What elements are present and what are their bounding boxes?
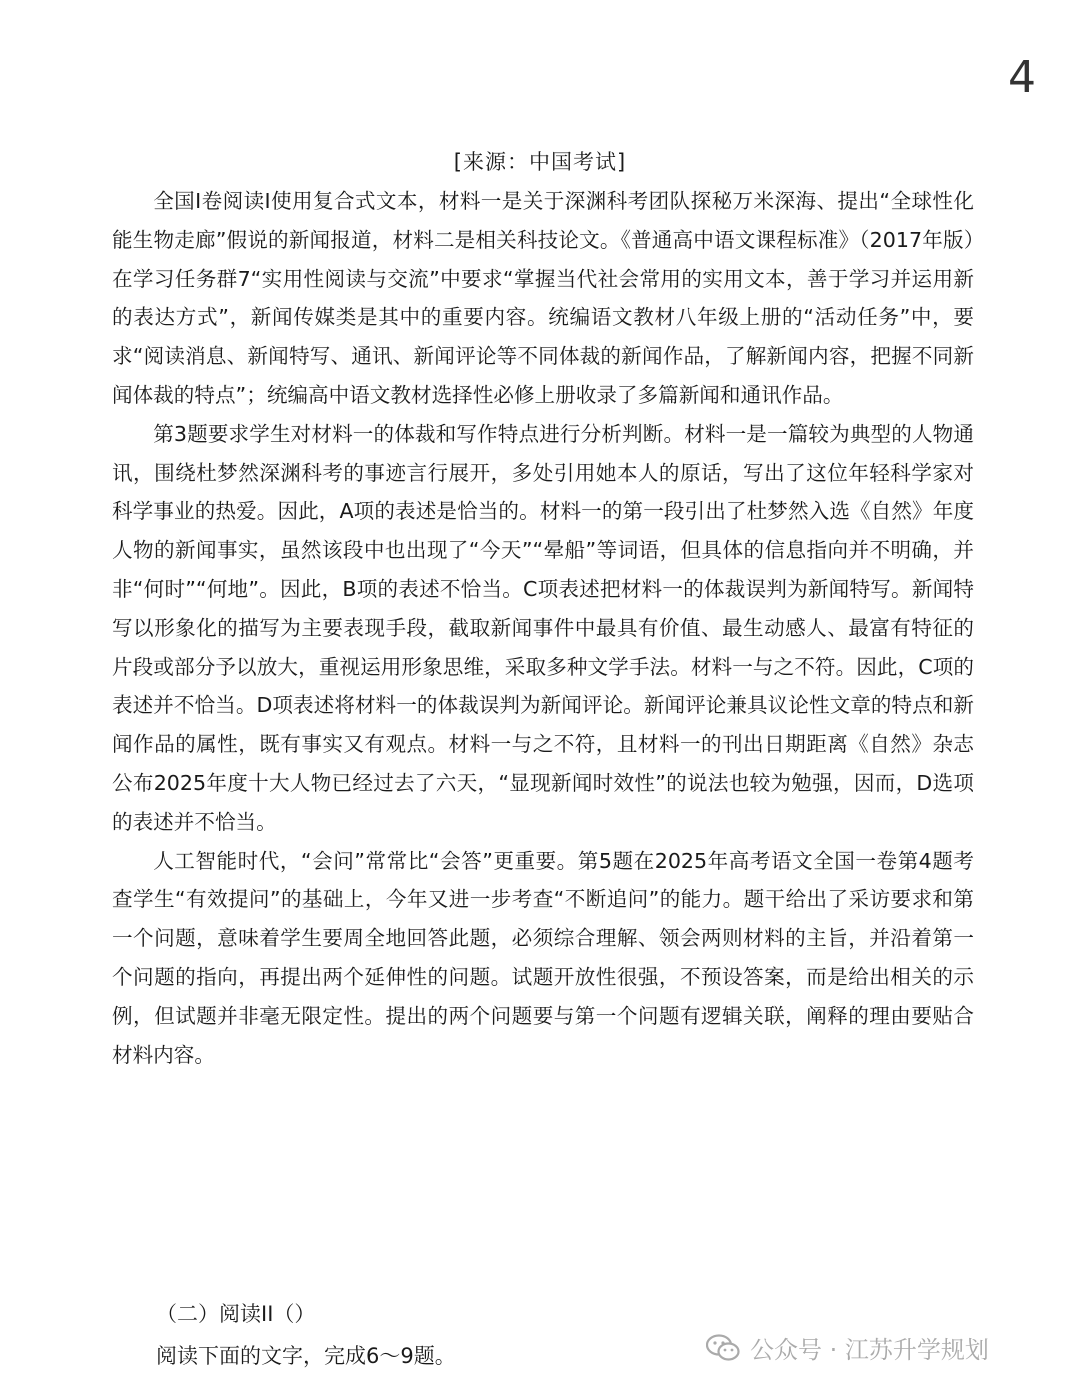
watermark <box>706 1330 989 1365</box>
wechat-icon <box>706 1334 740 1362</box>
paragraph-3: 人工智能时代，“会问”常常比“会答”更重要。第5题在2025年高考语文全国一卷第4题考查学生“有效提问”的基础上，今年又进一步考查“不断追问”的能力。题干给出了采访要求和第一个问题，意味着学生要周全地回答此题，必须综合理解、领会两则材料的主旨，并沿着第一个问题的指向，再提出两个延伸性的问题。试题开放性很强，不预设答案，而是给出相关的示例，但试题并非毫无限定性。提出的两个问题要与第一个问题有逻辑关联，阐释的理由要贴合材料内容。 <box>112 848 974 1067</box>
section-heading: （二）阅读II（） <box>156 1302 316 1326</box>
reading-instruction: 阅读下面的文字，完成6～9题。 <box>156 1344 456 1368</box>
source-line: [来源：中国考试] <box>453 150 627 174</box>
article-body <box>112 182 974 1074</box>
paragraph-1: 全国Ⅰ卷阅读Ⅰ使用复合式文本，材料一是关于深渊科考团队探秘万米深海、提出“全球性化能生物走廊”假说的新闻报道，材料二是相关科技论文。《普通高中语文课程标准》（2017年版）在学习任务群7“实用性阅读与交流”中要求“掌握当代社会常用的实用文本，善于学习并运用新的表达方式”，新闻传媒类是其中的重要内容。统编语文教材八年级上册的“活动任务”中，要求“阅读消息、新闻特写、通讯、新闻评论等不同体裁的新闻作品，了解新闻内容，把握不同新闻体裁的特点”；统编高中语文教材选择性必修上册收录了多篇新闻和通讯作品。 <box>112 189 974 407</box>
watermark-text: 公众号 · 江苏升学规划 <box>750 1336 989 1364</box>
paragraph-2: 第3题要求学生对材料一的体裁和写作特点进行分析判断。材料一是一篇较为典型的人物通讯，围绕杜梦然深渊科考的事迹言行展开，多处引用她本人的原话，写出了这位年轻科学家对科学事业的热爱。因此，A项的表述是恰当的。材料一的第一段引出了杜梦然入选《自然》年度人物的新闻事实，虽然该段中也出现了“今天”“晕船”等词语，但具体的信息指向并不明确，并非“何时”“何地”。因此，B项的表述不恰当。C项表述把材料一的体裁误判为新闻特写。新闻特写以形象化的描写为主要表现手段，截取新闻事件中最具有价值、最生动感人、最富有特征的片段或部分予以放大，重视运用形象思维，采取多种文学手法。材料一与之不符。因此，C项的表述并不恰当。D项表述将材料一的体裁误判为新闻评论。新闻评论兼具议论性文章的特点和新闻作品的属性，既有事实又有观点。材料一与之不符，且材料一的刊出日期距离《自然》杂志公布2025年度十大人物已经过去了六天，“显现新闻时效性”的说法也较为勉强，因而，D选项的表述并不恰当。 <box>112 421 975 834</box>
page-number: 4 <box>1008 52 1036 103</box>
